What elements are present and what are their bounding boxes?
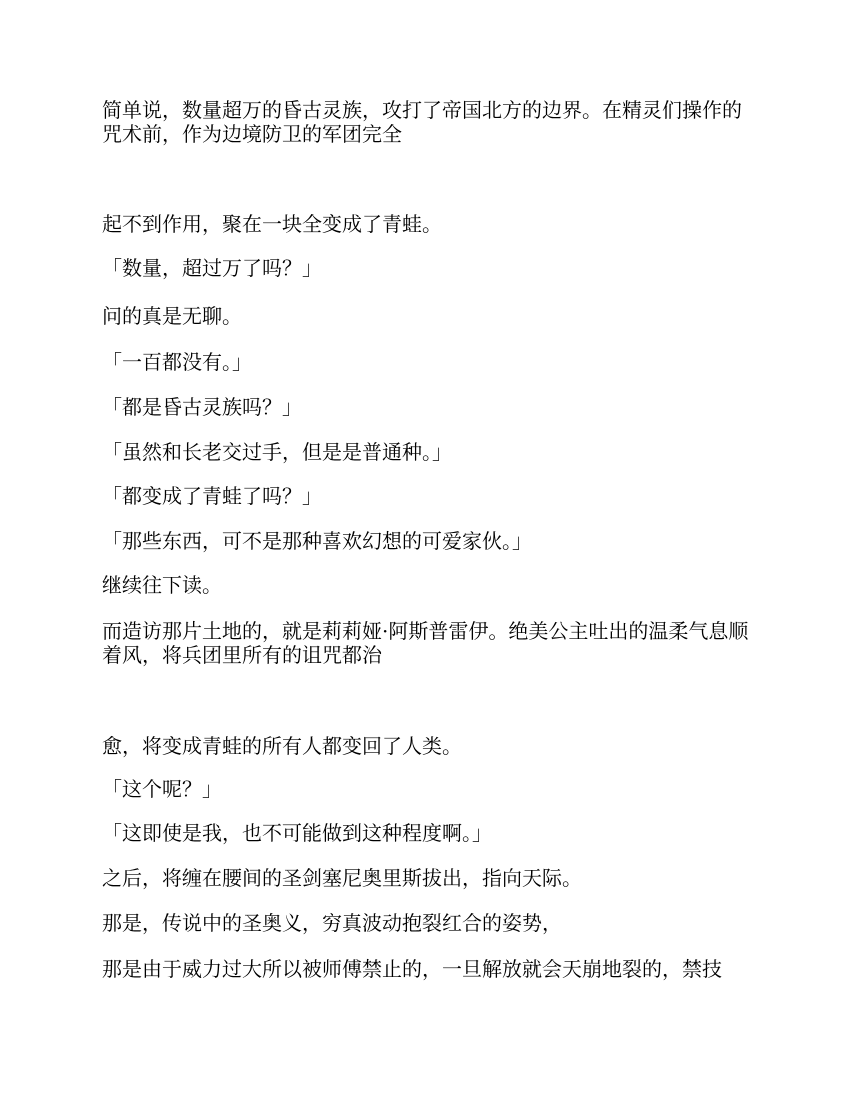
paragraph: 「这即使是我，也不可能做到这种程度啊。」 [102,821,492,845]
paragraph: 问的真是无聊。 [102,304,242,328]
paragraph: 「都是昏古灵族吗？」 [102,395,302,419]
paragraph: 「那些东西，可不是那种喜欢幻想的可爱家伙。」 [102,529,532,553]
paragraph: 而造访那片土地的，就是莉莉娅·阿斯普雷伊。绝美公主吐出的温柔气息顺着风，将兵团里所有的诅咒都治 [102,619,749,667]
paragraph: 「数量，超过万了吗？」 [102,256,322,280]
paragraph: 「虽然和长老交过手，但是是普通种。」 [102,440,452,464]
paragraph: 继续往下读。 [102,573,222,597]
paragraph: 起不到作用，聚在一块全变成了青蛙。 [102,212,442,236]
paragraph: 简单说，数量超万的昏古灵族，攻打了帝国北方的边界。在精灵们操作的咒术前，作为边境防卫的军团完全 [102,98,742,146]
paragraph: 愈，将变成青蛙的所有人都变回了人类。 [102,734,462,758]
paragraph: 「一百都没有。」 [102,350,252,374]
paragraph: 「这个呢？」 [102,777,222,801]
paragraph: 「都变成了青蛙了吗？」 [102,484,322,508]
paragraph: 之后，将缠在腰间的圣剑塞尼奥里斯拔出，指向天际。 [102,866,582,890]
paragraph: 那是，传说中的圣奥义，穷真波动抱裂红合的姿势， [102,911,562,935]
paragraph: 那是由于威力过大所以被师傅禁止的，一旦解放就会天崩地裂的，禁技 [102,957,722,981]
